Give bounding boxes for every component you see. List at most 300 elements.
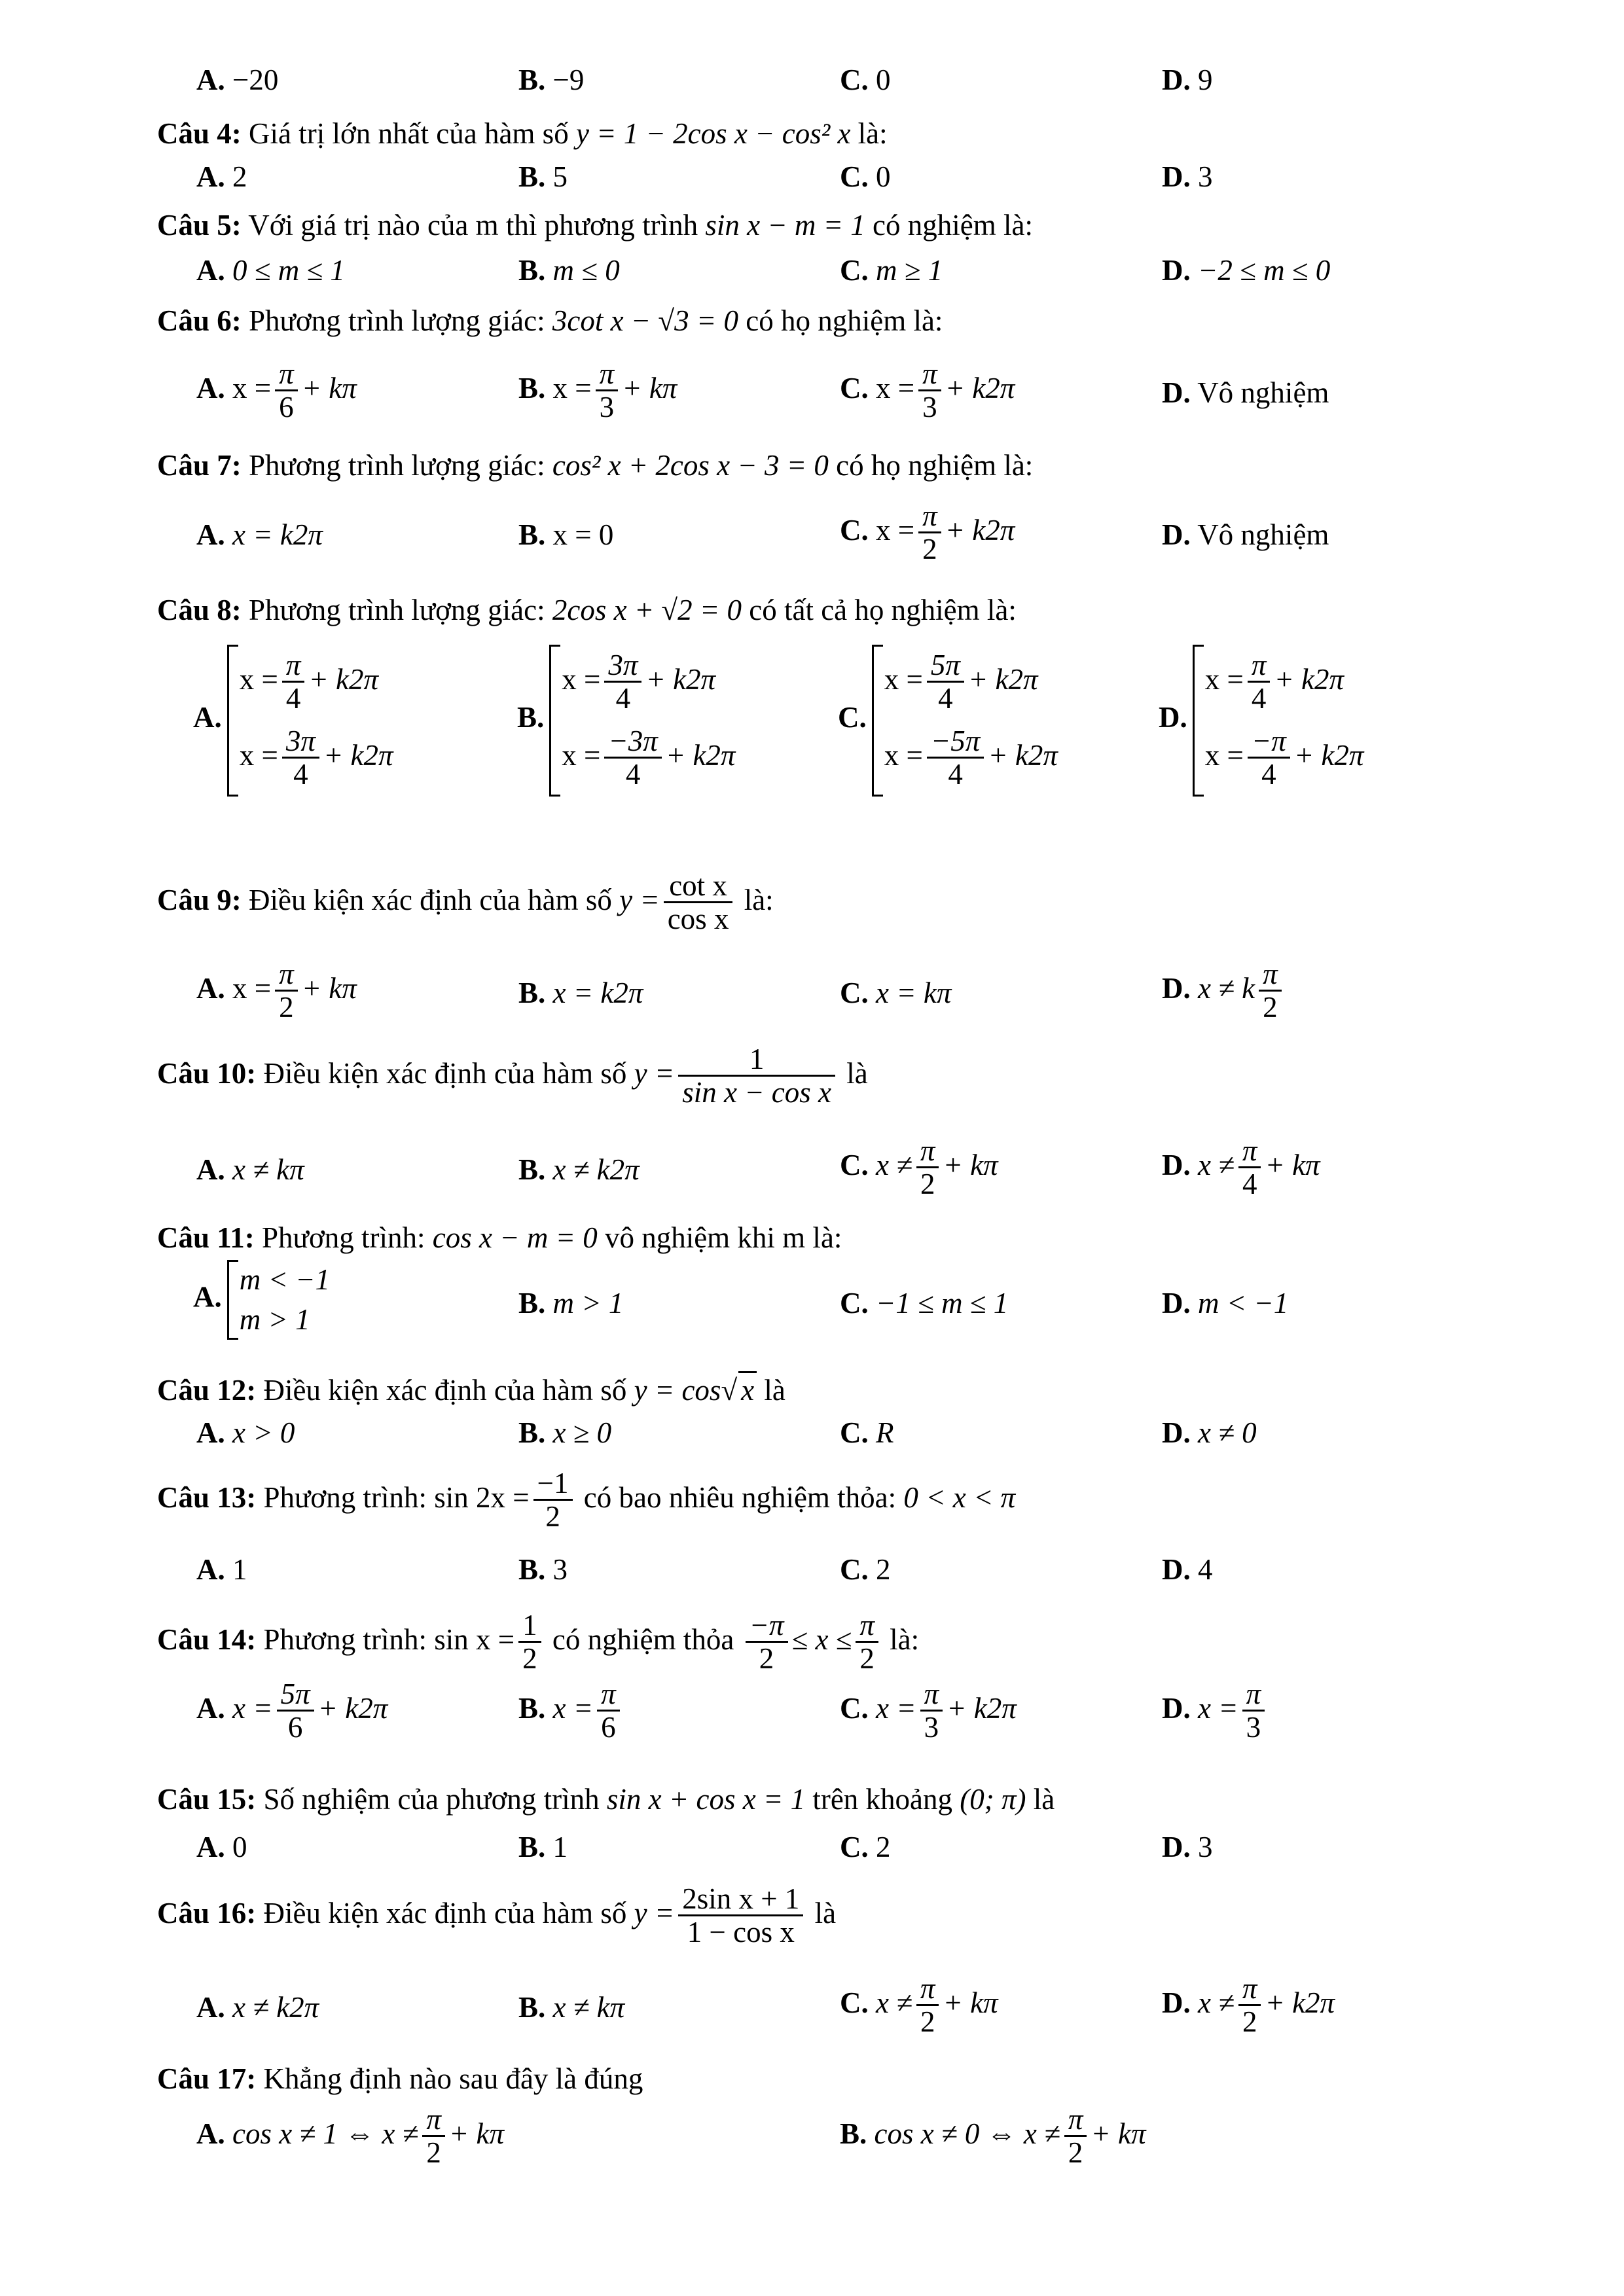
question-label: Câu 17:	[157, 2062, 257, 2095]
answer-a	[196, 518, 323, 552]
answer-b	[518, 1990, 624, 2024]
fraction	[664, 870, 733, 936]
expr-pre: x =	[562, 738, 601, 772]
answer-c-label: C.	[840, 1692, 869, 1725]
answer-a-text: 2	[232, 160, 247, 193]
question-tail: là	[1033, 1783, 1055, 1816]
answer-c	[840, 359, 1015, 424]
system-line	[1205, 645, 1364, 721]
answer-c-label: C.	[838, 701, 867, 734]
system-line	[240, 645, 393, 721]
answer-a	[193, 645, 393, 797]
question-text: Điều kiện xác định của hàm số	[263, 1897, 627, 1930]
fraction	[1259, 959, 1282, 1024]
expr-pre: x =	[884, 663, 923, 696]
fraction	[746, 1610, 788, 1676]
question-text: Số nghiệm của phương trình	[263, 1783, 600, 1816]
expr-post: + kπ	[943, 1149, 998, 1182]
answer-b-label: B.	[518, 372, 546, 405]
denominator: 2	[1259, 990, 1282, 1024]
answer-d-label: D.	[1162, 1287, 1191, 1319]
expr-pre: x ≠ k	[1198, 972, 1255, 1005]
numerator: π	[601, 1677, 616, 1710]
answer-d-label: D.	[1162, 972, 1191, 1005]
answer-c-text: m ≥ 1	[876, 254, 943, 287]
question-tail: có tất cả họ nghiệm là:	[749, 594, 1017, 626]
expr-pre: x ≠	[1198, 1149, 1235, 1182]
answer-b-text: x ≥ 0	[552, 1416, 612, 1449]
answer-c-label: C.	[840, 514, 869, 547]
question-tail: là:	[890, 1623, 920, 1657]
expr-pre: x =	[884, 738, 923, 772]
expr-pre: x =	[876, 514, 915, 547]
denominator: 4	[927, 681, 964, 715]
fraction	[282, 650, 305, 715]
answer-a	[196, 1679, 388, 1744]
answer-b	[518, 160, 568, 194]
fraction	[518, 1610, 541, 1676]
numerator: −3π	[608, 724, 658, 757]
expr-pre: y =	[634, 1897, 675, 1930]
question-6-stem	[157, 304, 943, 338]
fraction	[277, 1679, 314, 1744]
numerator: 5π	[930, 649, 960, 681]
question-condition: 0 < x < π	[903, 1481, 1016, 1515]
expr-pre: x =	[1198, 1692, 1238, 1725]
denominator: 4	[1248, 757, 1290, 791]
answer-d-label: D.	[1162, 63, 1191, 96]
answer-d	[1162, 959, 1286, 1024]
answer-b-text: x = k2π	[552, 977, 643, 1009]
question-label: Câu 13:	[157, 1481, 257, 1515]
answer-b-label: B.	[517, 701, 545, 734]
question-tail: là	[846, 1057, 868, 1090]
system-line	[562, 645, 735, 721]
answer-b	[518, 1416, 611, 1450]
system-line: m > 1	[239, 1303, 310, 1336]
answer-c	[840, 63, 891, 97]
denominator: 2	[916, 1166, 939, 1201]
expr-pre: x =	[876, 372, 915, 405]
answer-c-label: C.	[840, 1416, 869, 1449]
question-expr: cos² x + 2cos x − 3 = 0	[552, 449, 829, 482]
numerator: π	[1242, 1134, 1257, 1167]
numerator: −1	[537, 1467, 569, 1499]
question-text: Phương trình lượng giác:	[249, 594, 545, 626]
expr-post: + k2π	[1274, 663, 1344, 696]
answer-a-text: x ≠ kπ	[232, 1153, 304, 1186]
expr-pre: x =	[232, 372, 272, 405]
question-11-stem	[157, 1221, 842, 1255]
expr-post: + kπ	[448, 2117, 505, 2151]
denominator: 3	[920, 1710, 943, 1744]
question-text: Phương trình:	[263, 1623, 427, 1657]
answer-a-text: x = k2π	[232, 518, 323, 551]
question-expr: cos x − m = 0	[432, 1221, 598, 1254]
numerator: π	[924, 1677, 939, 1710]
answer-c	[840, 1679, 1017, 1744]
answer-a-text: 1	[232, 1553, 247, 1586]
question-8-stem	[157, 593, 1017, 627]
expr-post: + k2π	[945, 372, 1015, 405]
answer-d-text: x ≠ 0	[1198, 1416, 1257, 1449]
sqrt-icon: √	[721, 1374, 738, 1407]
answer-c	[840, 1136, 998, 1201]
answer-d	[1162, 63, 1213, 97]
comparison: ≤ x ≤	[791, 1623, 852, 1657]
numerator: 1	[522, 1609, 537, 1641]
question-12-stem	[157, 1371, 785, 1407]
question-text: Điều kiện xác định của hàm số	[249, 884, 612, 917]
answer-d-label: D.	[1162, 518, 1191, 551]
answer-c-label: C.	[840, 160, 869, 193]
denominator: 2	[746, 1641, 788, 1676]
answer-d-text: 4	[1198, 1553, 1213, 1586]
expr-post: + k2π	[308, 663, 379, 696]
answer-a-label: A.	[196, 372, 225, 405]
answer-c	[840, 160, 891, 194]
answer-a	[196, 1153, 304, 1187]
answer-b-text: m ≤ 0	[552, 254, 620, 287]
question-15-stem	[157, 1782, 1055, 1816]
fraction	[1242, 1679, 1265, 1744]
answer-d-text: 3	[1198, 1831, 1213, 1863]
denominator: 6	[277, 1710, 314, 1744]
fraction	[275, 959, 298, 1024]
question-14-stem	[157, 1610, 919, 1676]
numerator: −π	[1251, 724, 1286, 757]
question-label: Câu 7:	[157, 449, 242, 482]
answer-c	[838, 645, 1058, 797]
numerator: π	[922, 357, 937, 390]
fraction	[1238, 1973, 1261, 2039]
question-text: Phương trình:	[262, 1221, 425, 1254]
answer-a-label: A.	[196, 63, 225, 96]
condition-system	[227, 1260, 330, 1340]
fraction	[927, 650, 964, 715]
expr-post: + k2π	[945, 514, 1015, 547]
question-label: Câu 10:	[157, 1057, 257, 1090]
solution-system	[1193, 645, 1364, 797]
answer-a-label: A.	[196, 1416, 225, 1449]
answer-c-text: −1 ≤ m ≤ 1	[876, 1287, 1009, 1319]
expr-pre: x =	[232, 1692, 273, 1725]
question-expr: 3cot x − √3 = 0	[552, 304, 738, 337]
answer-a	[196, 1416, 295, 1450]
answer-a	[196, 359, 357, 424]
answer-c-label: C.	[840, 1149, 869, 1182]
question-text: Phương trình:	[263, 1481, 427, 1515]
answer-c-text: 0	[876, 63, 891, 96]
radicand: x	[738, 1371, 757, 1407]
question-expr: sin x − m = 1	[705, 209, 865, 242]
solution-system	[549, 645, 735, 797]
numerator: 5π	[280, 1677, 310, 1710]
expr-pre: x ≠	[876, 1149, 912, 1182]
answer-d-label: D.	[1162, 1986, 1191, 2020]
expr-pre: x ≠	[876, 1986, 912, 2020]
answer-a-label: A.	[196, 1153, 225, 1186]
fraction	[678, 1044, 835, 1109]
fraction	[918, 359, 941, 424]
answer-b	[518, 1830, 568, 1864]
numerator: π	[1242, 1972, 1257, 2005]
question-tail: có họ nghiệm là:	[836, 449, 1034, 482]
answer-b	[518, 976, 643, 1010]
answer-a	[193, 1260, 330, 1340]
answer-b-label: B.	[518, 518, 546, 551]
numerator: 3π	[608, 649, 638, 681]
answer-b-label: B.	[518, 1153, 546, 1186]
answer-c	[840, 1830, 891, 1864]
question-label: Câu 9:	[157, 884, 242, 917]
question-text: Phương trình lượng giác:	[249, 304, 545, 337]
expr-pre: sin x =	[434, 1623, 515, 1657]
answer-a-label: A.	[193, 1280, 222, 1314]
question-label: Câu 15:	[157, 1783, 257, 1816]
answer-a-text: x > 0	[232, 1416, 295, 1449]
answer-b-text: m > 1	[552, 1287, 624, 1319]
numerator: 3π	[285, 724, 316, 757]
question-label: Câu 12:	[157, 1374, 257, 1407]
answer-c-text: 2	[876, 1553, 891, 1586]
numerator: 2sin x + 1	[682, 1882, 800, 1915]
question-label: Câu 4:	[157, 117, 242, 150]
answer-d-label: D.	[1162, 160, 1191, 193]
denominator: sin x − cos x	[678, 1075, 835, 1109]
expr-pre: x =	[876, 1692, 916, 1725]
answer-a-text: 0 ≤ m ≤ 1	[232, 254, 345, 287]
answer-b-label: B.	[518, 1553, 546, 1586]
answer-d-text: m < −1	[1198, 1287, 1289, 1319]
answer-a	[196, 63, 278, 97]
fraction	[1064, 2104, 1087, 2170]
denominator: 4	[604, 681, 641, 715]
fraction	[282, 726, 319, 791]
answer-a	[196, 160, 247, 194]
answer-c-text: 2	[876, 1831, 891, 1863]
fraction	[597, 1679, 620, 1744]
numerator: π	[1246, 1677, 1261, 1710]
denominator: cos x	[664, 901, 733, 936]
numerator: −5π	[930, 724, 981, 757]
answer-b	[518, 359, 677, 424]
answer-d-label: D.	[1159, 701, 1187, 734]
fraction	[596, 359, 619, 424]
expr-post: + k2π	[988, 738, 1058, 772]
expr-post: + k2π	[1293, 738, 1364, 772]
fraction	[422, 2104, 445, 2170]
answer-b-label: B.	[518, 254, 546, 287]
answer-b-label: B.	[518, 63, 546, 96]
expr-pre: x =	[1204, 663, 1244, 696]
answer-b-label: B.	[518, 1991, 546, 2024]
answer-a-label: A.	[196, 972, 225, 1005]
answer-b	[518, 253, 620, 287]
numerator: π	[859, 1609, 875, 1641]
question-5-stem	[157, 208, 1033, 242]
question-tail: là:	[857, 117, 888, 150]
answer-a-label: A.	[196, 1991, 225, 2024]
system-line: m < −1	[239, 1263, 330, 1296]
answer-a-label: A.	[193, 701, 222, 734]
fraction	[604, 726, 661, 791]
answer-d-text: 9	[1198, 63, 1213, 96]
answer-b-label: B.	[518, 1287, 546, 1319]
answer-d-label: D.	[1162, 1553, 1191, 1586]
expr-pre: cos x ≠ 0 ⇔ x ≠	[874, 2117, 1060, 2151]
question-4-stem	[157, 117, 888, 151]
answer-b-label: B.	[518, 160, 546, 193]
denominator: 2	[1064, 2135, 1087, 2170]
answer-d-label: D.	[1162, 1416, 1191, 1449]
answer-a	[196, 959, 357, 1024]
question-tail: là	[814, 1897, 837, 1930]
answer-d	[1162, 518, 1329, 552]
question-label: Câu 8:	[157, 594, 242, 626]
answer-c-label: C.	[840, 1287, 869, 1319]
solution-system	[227, 645, 393, 797]
answer-b	[518, 518, 613, 552]
answer-b-text: x ≠ k2π	[552, 1153, 640, 1186]
answer-d	[1162, 1416, 1257, 1450]
answer-a-label: A.	[196, 518, 225, 551]
solution-system	[872, 645, 1058, 797]
answer-c-label: C.	[840, 372, 869, 405]
answer-d	[1162, 1136, 1320, 1201]
denominator: 2	[1238, 2004, 1261, 2039]
answer-c-text: 0	[876, 160, 891, 193]
fraction	[1238, 1136, 1261, 1201]
denominator: 2	[422, 2135, 445, 2170]
answer-b	[517, 645, 735, 797]
question-text: Giá trị lớn nhất của hàm số	[249, 117, 569, 150]
system-line	[884, 721, 1058, 797]
answer-b	[840, 2104, 1146, 2170]
system-line	[562, 721, 735, 797]
numerator: π	[279, 357, 294, 390]
question-tail: vô nghiệm khi m là:	[604, 1221, 842, 1254]
answer-b-text: x = 0	[552, 518, 614, 551]
expr-post: + kπ	[622, 372, 677, 405]
answer-d	[1162, 1552, 1213, 1587]
answer-b-text: 5	[552, 160, 568, 193]
expr-post: + k2π	[317, 1692, 388, 1725]
denominator: 2	[856, 1641, 878, 1676]
denominator: 2	[275, 990, 298, 1024]
answer-d	[1159, 645, 1363, 797]
question-text: Khẳng định nào sau đây là đúng	[263, 2062, 643, 2095]
answer-d-label: D.	[1162, 254, 1191, 287]
denominator: 2	[916, 2004, 939, 2039]
answer-d	[1162, 1830, 1213, 1864]
expr-pre: sin 2x =	[434, 1481, 530, 1515]
answer-a-label: A.	[196, 254, 225, 287]
expr-pre: x =	[239, 738, 278, 772]
question-tail: có họ nghiệm là:	[746, 304, 943, 337]
answer-b	[518, 1153, 640, 1187]
numerator: π	[599, 357, 615, 390]
expr-post: + kπ	[943, 1986, 998, 2020]
answer-b-text: x ≠ kπ	[552, 1991, 625, 2024]
answer-c-label: C.	[840, 977, 869, 1009]
answer-d-text: −2 ≤ m ≤ 0	[1198, 254, 1331, 287]
expr-post: + k2π	[947, 1692, 1017, 1725]
expr-pre: x =	[562, 663, 601, 696]
answer-a	[196, 1552, 247, 1587]
question-expr: y = 1 − 2cos x − cos² x	[575, 117, 851, 150]
expr-post: + k2π	[323, 738, 393, 772]
answer-d	[1162, 253, 1330, 287]
expr-pre: cos x ≠ 1 ⇔ x ≠	[232, 2117, 419, 2151]
answer-c	[840, 1973, 998, 2039]
answer-d-text: Vô nghiệm	[1197, 376, 1329, 409]
question-text: Phương trình lượng giác:	[249, 449, 545, 482]
denominator: 4	[604, 757, 661, 791]
answer-d	[1162, 376, 1329, 410]
answer-d-label: D.	[1162, 1692, 1191, 1725]
answer-a-label: A.	[196, 1692, 225, 1725]
denominator: 1 − cos x	[678, 1914, 803, 1949]
question-13-stem	[157, 1468, 1015, 1534]
denominator: 3	[596, 389, 619, 424]
question-expr: sin x + cos x = 1	[606, 1783, 806, 1816]
expr-pre: y =	[619, 884, 660, 917]
question-9-stem	[157, 870, 774, 936]
denominator: 4	[1238, 1166, 1261, 1201]
answer-b-label: B.	[518, 1416, 546, 1449]
interval: (0; π)	[960, 1783, 1026, 1816]
answer-c	[840, 501, 1015, 566]
answer-c	[840, 976, 951, 1010]
question-text: Điều kiện xác định của hàm số	[263, 1374, 627, 1407]
answer-b	[518, 1552, 568, 1587]
answer-c	[840, 1286, 1008, 1320]
fraction	[920, 1679, 943, 1744]
expr-pre: x =	[239, 663, 278, 696]
question-text: Với giá trị nào của m thì phương trình	[248, 209, 698, 242]
question-label: Câu 6:	[157, 304, 242, 337]
denominator: 3	[918, 389, 941, 424]
answer-d-label: D.	[1162, 1831, 1191, 1863]
expr-pre: x ≠	[1198, 1986, 1235, 2020]
denominator: 4	[1248, 681, 1271, 715]
answer-d-label: D.	[1162, 1149, 1191, 1182]
answer-b-label: B.	[518, 1831, 546, 1863]
answer-d-text: Vô nghiệm	[1197, 518, 1329, 551]
answer-b-label: B.	[518, 977, 546, 1009]
question-text-mid: có nghiệm thỏa	[552, 1623, 734, 1657]
fraction	[927, 726, 984, 791]
fraction	[916, 1136, 939, 1201]
expr-pre: y = cos	[634, 1374, 721, 1407]
denominator: 4	[282, 757, 319, 791]
fraction	[533, 1468, 573, 1534]
answer-c	[840, 1552, 891, 1587]
expr-post: + kπ	[301, 972, 357, 1005]
answer-a-label: A.	[196, 1553, 225, 1586]
numerator: cot x	[669, 869, 727, 902]
system-line	[884, 645, 1058, 721]
denominator: 4	[282, 681, 305, 715]
system-line	[1205, 721, 1364, 797]
answer-d	[1162, 1286, 1288, 1320]
expr-post: + k2π	[645, 663, 716, 696]
answer-b	[518, 1286, 623, 1320]
numerator: π	[279, 958, 294, 990]
system-line	[240, 721, 393, 797]
answer-b-text: −9	[552, 63, 585, 96]
